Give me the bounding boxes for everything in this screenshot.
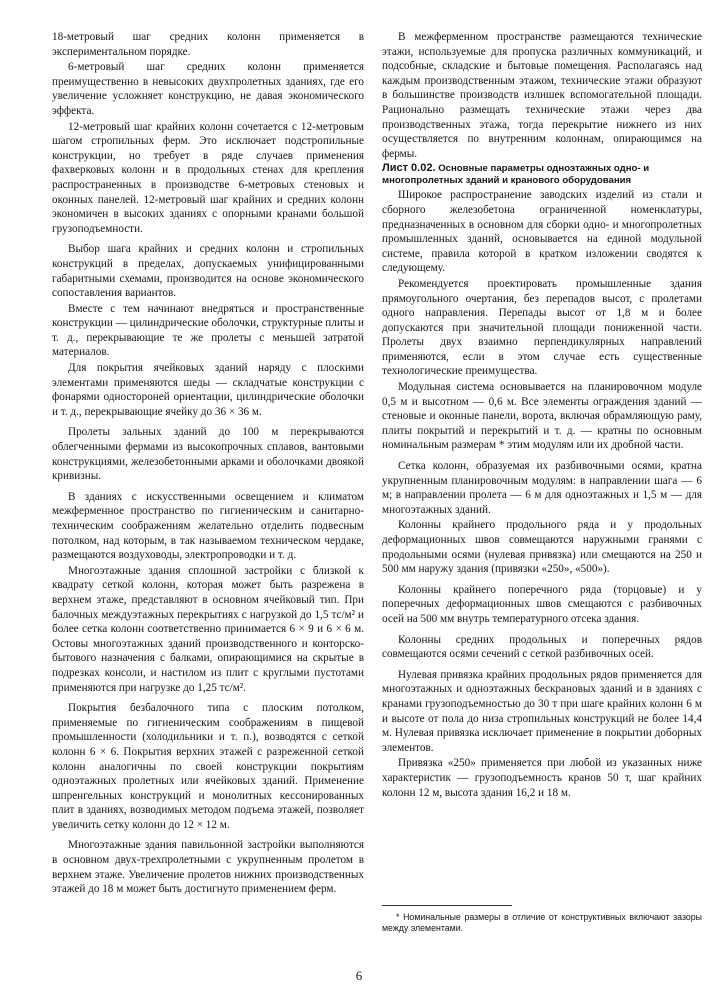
section-title: Основные параметры одноэтажных одно- и многопролетных зданий и кранового оборудования [382, 163, 650, 187]
paragraph: Покрытия безбалочного типа с плоским потолком, применяемые по гигиеническим соображениям в пищевой промышленности (холодильники и т. п.), возводятся с сеткой колонн 6 × 6. Покрытия верхних этажей с разреженной сеткой колонн аналогичны по своей конструкции покрытиям одноэтажных пролетных или ячейковых зданий. Применение шпренгельных конструкций и монолитных кессонированных плит в зданиях, возводимых методом подъема этажей, позволяет увеличить сетку колонн до 12 × 12 м. [52, 702, 364, 831]
paragraph: Широкое распространение заводских изделий из стали и сборного железобетона ограниченной номенклатуры, предназначенных в основном для сборки одно- и многопролетных промышленных зданий, основывается на единой модульной системе, правила которой в кратком изложении сводятся к следующему. [382, 189, 702, 275]
paragraph: Выбор шага крайних и средних колонн и стропильных конструкций в пределах, допускаемых унифицированными габаритными схемами, производится на основе экономического сопоставления вариантов. [52, 243, 364, 300]
paragraph: 6-метровый шаг средних колонн применяется преимущественно в невысоких двухпролетных зданиях, где его увеличение усложняет конструкцию, не давая экономического эффекта. [52, 61, 364, 117]
paragraph: Рекомендуется проектировать промышленные здания прямоугольного очертания, без перепадов высот, с пролетами одного направления. Перепады высот от 1,8 м и более допускаются при значительной площади пониженной части. Пролеты двух взаимно перпендикулярных направлений применяются, если в этом случае есть существенные технологические преимущества. [382, 277, 702, 378]
paragraph: Колонны крайнего продольного ряда и у продольных деформационных швов совмещаются наружными гранями с продольными осями (нулевая привязка) или смещаются на 250 и 500 мм наружу здания (привязки «250», «500»). [382, 519, 702, 576]
paragraph: В межферменном пространстве размещаются технические этажи, используемые для пропуска различных коммуникаций, и подсобные, складские и бытовые помещения. Располагаясь над каждым производственным этажом, технические этажи образуют в большинстве производств излишек вспомогательной площади. Рационально размещать технические этажи через два производственных этажа, тогда перекрытие нижнего из них осуществляется по внутренним колоннам, опирающимся на фермы. [382, 31, 702, 160]
paragraph: Для покрытия ячейковых зданий наряду с плоскими элементами применяются шеды — складчатые конструкции с фонарями одностороней ориентации, цилиндрические оболочки и т. д., перекрывающие ячейку до 36 × 36 м. [52, 362, 364, 418]
right-text-column [382, 30, 702, 800]
paragraph: Многоэтажные здания павильонной застройки выполняются в основном двух-трехпролетными с укрупненным пролетом в верхнем этаже. Увеличение пролетов нижних производственных этажей до 18 м может быть достигнуто применением ферм. [52, 839, 364, 896]
section-heading [382, 162, 702, 187]
paragraph: Колонны крайнего поперечного ряда (торцовые) и у поперечных деформационных швов смещаются с разбивочных осей на 500 мм внутрь температурного отсека здания. [382, 583, 702, 625]
section-number: Лист 0.02. [382, 162, 436, 175]
paragraph: Вместе с тем начинают внедряться и пространственные конструкции — цилиндрические оболочки, структурные плиты и т. д., перекрывающие те же пролеты с меньшей затратой материалов. [52, 302, 365, 359]
paragraph: Привязка «250» применяется при любой из указанных ниже характеристик — грузоподъемность кранов 50 т, шаг крайних колонн 12 м, высота здания 16,2 и 18 м. [382, 757, 702, 799]
page-number: 6 [355, 968, 363, 983]
paragraph: Нулевая привязка крайних продольных рядов применяется для многоэтажных и одноэтажных бескрановых зданий и в зданиях с кранами грузоподъемностью до 30 т при шаге крайних колонн 6 м и высоте от пола до низа стропильных конструкций не более 14,4 м. Нулевая привязка исключает применение в покрытии доборных элементов. [382, 668, 702, 754]
footnote: * Номинальные размеры в отличие от конструктивных включают зазоры между элементами. [382, 912, 702, 933]
paragraph: 18-метровый шаг средних колонн применяется в экспериментальном порядке. [52, 31, 364, 58]
paragraph: Пролеты зальных зданий до 100 м перекрываются облегченными фермами из высокопрочных сплавов, вантовыми конструкциями, железобетонными арками и оболочками двоякой кривизны. [52, 426, 364, 483]
left-text-column [52, 30, 364, 897]
paragraph: Колонны средних продольных и поперечных рядов совмещаются осями сечений с сеткой разбивочных осей. [382, 633, 702, 661]
paragraph: 12-метровый шаг крайних колонн сочетается с 12-метровым шагом стропильных ферм. Это исключает подстропильные конструкции, но требует в ряде случаев применения фахверковых колонн и в продольных стенах для крепления распространенных в производстве 6-метровых стеновых и оконных панелей. 12-метровый шаг крайних и средних колонн экономичен в высоких зданиях с опорными кранами большой грузоподъемности. [52, 120, 364, 235]
paragraph: Сетка колонн, образуемая их разбивочными осями, кратна укрупненным планировочным модулям: в направлении шага — 6 м; в направлении пролета — 6 м для одноэтажных и 1,5 м — для многоэтажных зданий. [382, 460, 702, 516]
footnote-divider [382, 905, 512, 906]
paragraph: Модульная система основывается на планировочном модуле 0,5 м и высотном — 0,6 м. Все элементы ограждения зданий — стеновые и оконные панели, ворота, включая обрамляющую раму, плиты покрытий и перекрытий и т. д. — кратны по основным номинальным размерам * этим модулям или их дробной части. [382, 381, 702, 452]
paragraph: Многоэтажные здания сплошной застройки с близкой к квадрату сеткой колонн, которая может быть разрежена в верхнем этаже, представляют в основном ячейковый тип. При балочных междуэтажных перекрытиях с нагрузкой до 1,5 тс/м² и более сетка колонн соответственно принимается 6 × 9 и 6 × 6 м. Остовы многоэтажных зданий производственного и конторско-бытового назначения с балками, опирающимися на скрытые в подрезках консоли, и настилом из плит с круглыми пустотами применяются при нагрузке до 1,25 тс/м². [52, 564, 364, 694]
paragraph: В зданиях с искусственными освещением и климатом межферменное пространство по гигиеническим и санитарно-техническим соображениям желательно отделить подвесным потолком, над которым, в так называемом техническом чердаке, размещаются воздуховоды, электропроводки и т. д. [52, 490, 364, 562]
